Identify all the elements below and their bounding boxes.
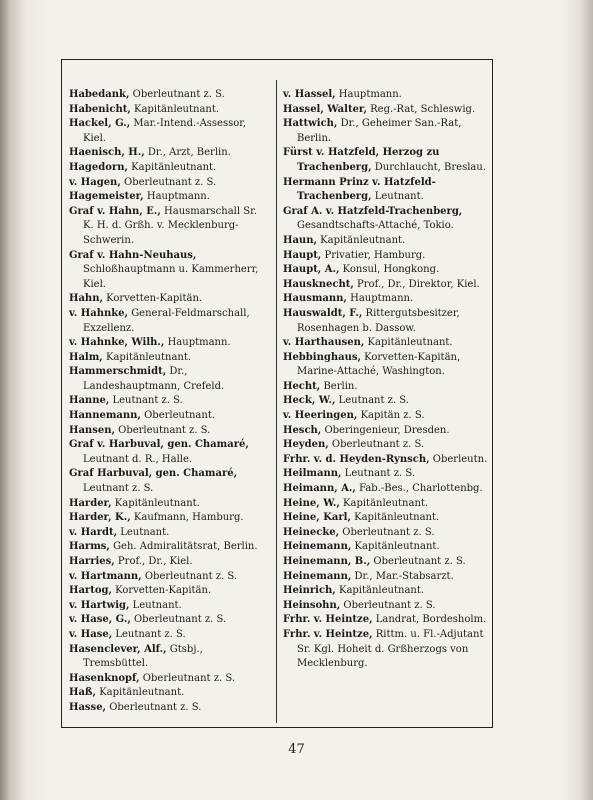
entry-details: Oberleutnant z. S. — [340, 599, 436, 611]
entry-name: Harder, K., — [69, 512, 131, 524]
entry-details: Berlin. — [320, 380, 358, 392]
entry-details: Korvetten-Kapitän. — [102, 293, 203, 305]
entry-details: Kapitän z. S. — [357, 410, 425, 422]
entry-name: Hannemann, — [69, 410, 141, 422]
entry-name: Hasenknopf, — [69, 672, 140, 684]
entry-details: Dr., Geheimer San.-Rat, Berlin. — [297, 118, 462, 144]
entry-details: Kapitänleutnant. — [339, 497, 429, 509]
entry-name: v. Hartwig, — [69, 599, 130, 611]
entry-name: v. Hardt, — [69, 526, 118, 538]
left-column — [69, 88, 270, 716]
entry-details: Kapitänleutnant. — [127, 161, 217, 173]
entry-details: Hauptmann. — [335, 89, 402, 100]
list-item — [283, 628, 489, 672]
entry-name: Heimann, A., — [283, 483, 356, 495]
entry-details: Kapitänleutnant. — [96, 687, 185, 699]
entry-details: Kapitänleutnant. — [111, 497, 200, 509]
list-item — [283, 263, 489, 278]
entry-name: v. Hartmann, — [69, 570, 142, 582]
entry-details: Konsul, Hongkong. — [339, 264, 440, 276]
list-item — [69, 365, 270, 394]
list-item — [283, 176, 489, 205]
entry-name: v. Harthausen, — [283, 337, 365, 349]
entry-name: Graf Harbuval, gen. Chamaré, — [69, 468, 238, 480]
list-item — [283, 467, 489, 482]
list-item — [283, 117, 489, 146]
entry-details: Kapitänleutnant. — [102, 351, 192, 363]
entry-name: Haenisch, H., — [69, 147, 145, 159]
entry-name: Hackel, G., — [69, 118, 131, 130]
list-item — [69, 672, 270, 687]
entry-name: Haun, — [283, 234, 317, 246]
entry-name: v. Hagen, — [69, 176, 121, 188]
entry-details: Leutnant z. S. — [335, 395, 409, 407]
list-item — [69, 351, 270, 366]
list-item — [283, 88, 489, 103]
entry-details: Leutnant d. R., Halle. — [83, 453, 193, 465]
entry-name: Graf v. Hahn, E., — [69, 205, 161, 217]
entry-details: Kapitänleutnant. — [130, 103, 220, 115]
list-item — [69, 701, 270, 716]
list-item — [283, 205, 489, 234]
entry-name: Heinecke, — [283, 526, 340, 538]
entry-name: Hagemeister, — [69, 191, 144, 203]
entry-details: Durchlaucht, Breslau. — [371, 161, 486, 173]
list-item — [283, 584, 489, 599]
entry-name: Hansen, — [69, 424, 115, 436]
entry-details: Oberleutnant z. S. — [120, 176, 217, 188]
entry-name: Hattwich, — [283, 118, 338, 130]
entry-name: Hausmann, — [283, 293, 347, 305]
entry-name: Haupt, — [283, 249, 322, 261]
entry-details: Oberleutnant z. S. — [139, 672, 236, 684]
entry-details: Leutnant z. S. — [112, 628, 186, 640]
entry-name: Hammerschmidt, — [69, 366, 167, 378]
list-item — [283, 146, 489, 175]
entry-details: Hauptmann. — [164, 337, 231, 349]
entry-details: Kapitänleutnant. — [351, 541, 440, 553]
entry-name: Habedank, — [69, 89, 130, 100]
entry-details: Prof., Dr., Direktor, Kiel. — [353, 278, 480, 290]
list-item — [69, 424, 270, 439]
entry-details: Kapitänleutnant. — [316, 234, 406, 246]
entry-name: Harder, — [69, 497, 112, 509]
entry-details: Geh. Admiralitätsrat, Berlin. — [109, 541, 258, 553]
entry-details: Reg.-Rat, Schleswig. — [366, 103, 476, 115]
entry-details: Oberleutnant. — [140, 410, 216, 422]
list-item — [283, 570, 489, 585]
list-item — [283, 278, 489, 293]
entry-details: Oberleutnant z. S. — [129, 89, 225, 100]
list-item — [69, 599, 270, 614]
entry-details: Kaufmann, Hamburg. — [130, 512, 244, 524]
entry-details: Oberingenieur, Dresden. — [321, 424, 450, 436]
entry-details: Leutnant z. S. — [341, 468, 416, 480]
list-item — [283, 394, 489, 409]
entry-details: Leutnant z. S. — [83, 483, 154, 495]
list-item — [69, 292, 270, 307]
list-item — [69, 584, 270, 599]
entry-name: Hartog, — [69, 585, 112, 597]
entry-name: Hahn, — [69, 293, 103, 305]
entry-name: Graf A. v. Hatzfeld-Trachenberg, — [283, 205, 463, 217]
entry-name: Frhr. v. Heintze, — [283, 628, 373, 640]
list-item — [283, 292, 489, 307]
list-item — [69, 643, 270, 672]
list-item — [69, 613, 270, 628]
list-item — [283, 424, 489, 439]
entry-details: Schloßhauptmann u. Kammerherr, Kiel. — [83, 264, 259, 290]
entry-details: Hauptmann. — [346, 293, 414, 305]
entry-name: Haß, — [69, 687, 97, 699]
list-item — [283, 409, 489, 424]
entry-details: Dr., Mar.-Stabsarzt. — [351, 570, 454, 582]
list-item — [69, 103, 270, 118]
list-item — [69, 88, 270, 103]
entry-details: Hausmarschall Sr. K. H. d. Grßh. v. Mecklenburg-Schwerin. — [83, 205, 257, 246]
entry-details: Kapitänleutnant. — [335, 585, 425, 597]
entry-details: Gesandtschafts-Attaché, Tokio. — [297, 220, 454, 232]
list-item — [283, 307, 489, 336]
list-item — [283, 234, 489, 249]
entry-details: Korvetten-Kapitän. — [111, 585, 212, 597]
list-item — [283, 482, 489, 497]
entry-details: Oberleutn. — [429, 453, 488, 465]
entry-name: Heine, Karl, — [283, 512, 351, 524]
entry-name: Graf v. Harbuval, gen. Chamaré, — [69, 439, 249, 451]
entry-details: Prof., Dr., Kiel. — [114, 556, 193, 567]
entry-name: Heyden, — [283, 439, 329, 451]
entry-name: Heinemann, B., — [283, 556, 371, 567]
list-item — [69, 409, 270, 424]
list-item — [69, 307, 270, 336]
list-item — [69, 249, 270, 293]
entry-name: Hausknecht, — [283, 278, 354, 290]
entry-name: Frhr. v. Heintze, — [283, 614, 373, 626]
entry-details: Kapitänleutnant. — [364, 337, 453, 349]
list-item — [69, 570, 270, 585]
entry-name: Fürst v. Hatzfeld, Herzog zu Trachenberg, — [283, 147, 440, 173]
list-item — [69, 526, 270, 541]
entry-details: Korvetten-Kapitän, Marine-Attaché, Washington. — [297, 351, 461, 378]
entry-details: Oberleutnant z. S. — [370, 556, 466, 567]
entry-name: Heinemann, — [283, 570, 352, 582]
entry-name: Hermann Prinz v. Hatzfeld-Trachenberg, — [283, 176, 436, 203]
entry-name: Heinrich, — [283, 585, 336, 597]
column-divider — [276, 80, 277, 723]
list-item — [69, 190, 270, 205]
entry-name: Graf v. Hahn-Neuhaus, — [69, 249, 197, 261]
entry-name: Habenicht, — [69, 103, 131, 115]
entry-details: Leutnant. — [371, 191, 424, 203]
entry-details: Rittm. u. Fl.-Adjutant Sr. Kgl. Hoheit d. Grßherzogs von Mecklenburg. — [297, 628, 484, 670]
entry-name: v. Hase, G., — [69, 614, 131, 626]
entry-details: Dr., Landeshauptmann, Crefeld. — [83, 366, 225, 392]
entry-name: v. Hassel, — [283, 89, 336, 100]
entry-name: Hesch, — [283, 424, 322, 436]
entry-details: General-Feldmarschall, Exzellenz. — [83, 307, 250, 334]
list-item — [69, 176, 270, 191]
entry-name: Harms, — [69, 541, 110, 553]
list-item — [69, 497, 270, 512]
list-item — [69, 394, 270, 409]
list-item — [69, 146, 270, 161]
right-column — [283, 88, 489, 672]
list-item — [283, 336, 489, 351]
entry-name: Hanne, — [69, 395, 110, 407]
entry-name: Halm, — [69, 351, 103, 363]
entry-name: Hagedorn, — [69, 161, 128, 173]
list-item — [283, 497, 489, 512]
entry-details: Oberleutnant z. S. — [328, 439, 425, 451]
entry-name: Hasse, — [69, 701, 107, 713]
entry-name: Heine, W., — [283, 497, 340, 509]
entry-details: Dr., Arzt, Berlin. — [144, 147, 231, 159]
entry-name: Frhr. v. d. Heyden-Rynsch, — [283, 453, 430, 465]
entry-name: Hasenclever, Alf., — [69, 643, 167, 655]
entry-name: Heck, W., — [283, 395, 336, 407]
entry-name: Hauswaldt, F., — [283, 307, 363, 319]
list-item — [283, 438, 489, 453]
list-item — [69, 540, 270, 555]
entry-name: Heinemann, — [283, 541, 352, 553]
list-item — [69, 686, 270, 701]
entry-details: Landrat, Bordesholm. — [372, 614, 487, 626]
entry-details: Hauptmann. — [143, 191, 210, 203]
entry-name: v. Heeringen, — [283, 410, 358, 422]
list-item — [283, 453, 489, 468]
entry-name: v. Hahnke, Wilh., — [69, 337, 165, 349]
list-item — [69, 161, 270, 176]
entry-details: Oberleutnant z. S. — [106, 701, 202, 713]
entry-details: Fab.-Bes., Charlottenbg. — [355, 483, 483, 495]
entry-name: Heilmann, — [283, 468, 342, 480]
list-item — [69, 438, 270, 467]
list-item — [283, 351, 489, 380]
entry-name: Hebbinghaus, — [283, 351, 361, 363]
entry-name: Hecht, — [283, 380, 321, 392]
entry-name: v. Hahnke, — [69, 307, 129, 319]
entry-name: Hassel, Walter, — [283, 103, 367, 115]
entry-details: Kapitänleutnant. — [350, 512, 440, 524]
list-item — [69, 205, 270, 249]
entry-details: Leutnant z. S. — [109, 395, 183, 407]
entry-name: Heinsohn, — [283, 599, 341, 611]
list-item — [283, 613, 489, 628]
entry-details: Oberleutnant z. S. — [114, 424, 211, 436]
list-item — [69, 628, 270, 643]
entry-details: Mar.-Intend.-Assessor, Kiel. — [83, 118, 247, 144]
list-item — [283, 599, 489, 614]
entry-details: Leutnant. — [129, 599, 182, 611]
entry-name: v. Hase, — [69, 628, 113, 640]
entry-name: Harries, — [69, 556, 115, 567]
list-item — [283, 249, 489, 264]
entry-details: Oberleutnant z. S. — [141, 570, 238, 582]
list-item — [69, 467, 270, 496]
list-item — [283, 511, 489, 526]
entry-details: Rittergutsbesitzer, Rosenhagen b. Dassow. — [297, 307, 460, 334]
entry-details: Privatier, Hamburg. — [321, 249, 426, 261]
list-item — [283, 526, 489, 541]
page-number: 47 — [288, 742, 305, 757]
entry-details: Oberleutnant z. S. — [130, 614, 227, 626]
entry-details: Gtsbj., Tremsbüttel. — [83, 643, 203, 670]
list-item — [283, 540, 489, 555]
list-item — [69, 555, 270, 570]
entry-details: Oberleutnant z. S. — [339, 526, 435, 538]
list-item — [69, 117, 270, 146]
entry-details: Leutnant. — [117, 526, 170, 538]
list-item — [69, 511, 270, 526]
list-item — [283, 555, 489, 570]
list-item — [283, 103, 489, 118]
list-item — [283, 380, 489, 395]
list-item — [69, 336, 270, 351]
entry-name: Haupt, A., — [283, 264, 340, 276]
